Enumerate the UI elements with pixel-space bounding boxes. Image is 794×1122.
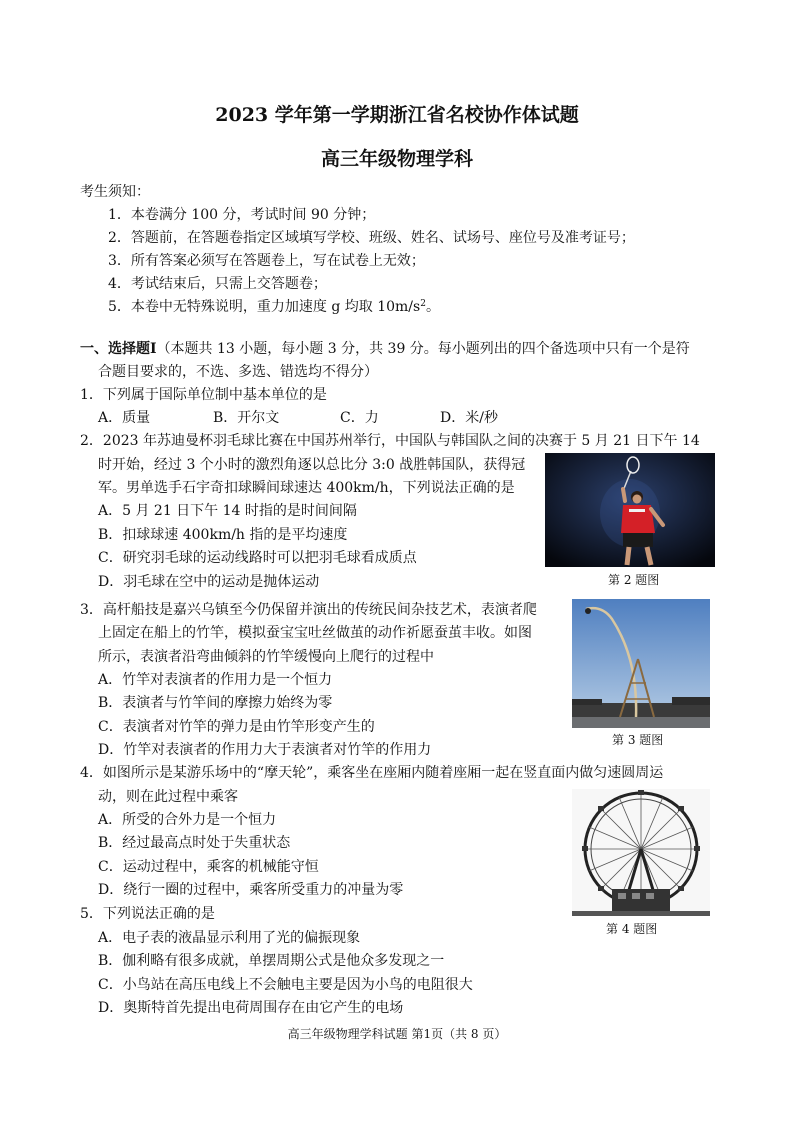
question-stem: 4．如图所示是某游乐场中的“摩天轮”，乘客坐在座厢内随着座厢一起在竖直面内做匀速圆周运 <box>80 765 664 781</box>
ferris-wheel-photo <box>572 789 710 916</box>
question-stem: 所示，表演者沿弯曲倾斜的竹竿缓慢向上爬行的过程中 <box>98 649 434 665</box>
option-a: A．所受的合外力是一个恒力 <box>98 812 277 828</box>
option-a: A．电子表的液晶显示利用了光的偏振现象 <box>98 930 361 946</box>
question-stem: 动，则在此过程中乘客 <box>98 789 238 805</box>
question-stem: 上固定在船上的竹竿，模拟蚕宝宝吐丝做茧的动作祈愿蚕茧丰收。如图 <box>98 625 532 641</box>
option-c: C．力 <box>340 410 379 426</box>
notice-item: 2．答题前，在答题卷指定区域填写学校、班级、姓名、试场号、座位号及准考证号； <box>108 230 635 246</box>
section-heading: 一、选择题Ⅰ <box>80 341 157 357</box>
exam-title: 2023 学年第一学期浙江省名校协作体试题 <box>215 104 579 126</box>
question-stem: 1．下列属于国际单位制中基本单位的是 <box>80 387 327 403</box>
notice-item-5 <box>108 297 440 317</box>
option-d: D．绕行一圈的过程中，乘客所受重力的冲量为零 <box>98 882 404 898</box>
figure-2-caption: 第 2 题图 <box>608 573 660 587</box>
question-stem: 5．下列说法正确的是 <box>80 906 215 922</box>
option-d: D．竹竿对表演者的作用力大于表演者对竹竿的作用力 <box>98 742 432 758</box>
question-stem: 3．高杆船技是嘉兴乌镇至今仍保留并演出的传统民间杂技艺术，表演者爬 <box>80 602 537 618</box>
option-b: B．开尔文 <box>213 410 280 426</box>
option-b: B．伽利略有很多成就，单摆周期公式是他众多发现之一 <box>98 953 445 969</box>
option-d: D．米/秒 <box>440 410 498 426</box>
option-d: D．奥斯特首先提出电荷周围存在由它产生的电场 <box>98 1000 404 1016</box>
option-d: D．羽毛球在空中的运动是抛体运动 <box>98 574 320 590</box>
option-b: B．经过最高点时处于失重状态 <box>98 835 291 851</box>
notice-item: 1．本卷满分 100 分，考试时间 90 分钟； <box>108 207 376 223</box>
page-footer: 高三年级物理学科试题 第1页（共 8 页） <box>287 1027 507 1041</box>
section-description <box>80 339 690 359</box>
option-b: B．表演者与竹竿间的摩擦力始终为零 <box>98 695 333 711</box>
figure-4-caption: 第 4 题图 <box>606 922 658 936</box>
question-stem: 军。男单选手石宇奇扣球瞬间球速达 400km/h，下列说法正确的是 <box>98 480 515 496</box>
option-c: C．研究羽毛球的运动线路时可以把羽毛球看成质点 <box>98 550 417 566</box>
option-a: A．竹竿对表演者的作用力是一个恒力 <box>98 672 333 688</box>
notice-item-5-text: 5．本卷中无特殊说明，重力加速度 g 均取 10m/s <box>108 299 421 315</box>
notice-item: 3．所有答案必须写在答题卷上，写在试卷上无效； <box>108 253 425 269</box>
option-c: C．小鸟站在高压电线上不会触电主要是因为小鸟的电阻很大 <box>98 977 473 993</box>
section-desc-line2: 合题目要求的，不选、多选、错选均不得分） <box>98 364 378 380</box>
exam-subtitle: 高三年级物理学科 <box>320 148 473 170</box>
option-a: A．质量 <box>98 410 151 426</box>
option-b: B．扣球球速 400km/h 指的是平均速度 <box>98 527 348 543</box>
option-c: C．运动过程中，乘客的机械能守恒 <box>98 859 319 875</box>
question-stem: 时开始，经过 3 个小时的激烈角逐以总比分 3:0 战胜韩国队，获得冠 <box>98 457 526 473</box>
figure-3-caption: 第 3 题图 <box>612 733 664 747</box>
section-desc-line1: （本题共 13 小题，每小题 3 分，共 39 分。每小题列出的四个备选项中只有一个是符 <box>156 341 690 357</box>
notice-item: 4．考试结束后，只需上交答题卷； <box>108 276 327 292</box>
badminton-player-photo <box>545 453 715 567</box>
bamboo-pole-photo <box>572 599 710 728</box>
option-c: C．表演者对竹竿的弹力是由竹竿形变产生的 <box>98 719 375 735</box>
question-stem: 2．2023 年苏迪曼杯羽毛球比赛在中国苏州举行，中国队与韩国队之间的决赛于 5 月 21 日下午 14 <box>80 433 700 449</box>
unit-superscript: 2 <box>420 299 426 309</box>
notice-heading: 考生须知： <box>80 184 150 200</box>
notice-item-5-end: 。 <box>425 299 440 315</box>
option-a: A．5 月 21 日下午 14 时指的是时间间隔 <box>98 503 357 519</box>
